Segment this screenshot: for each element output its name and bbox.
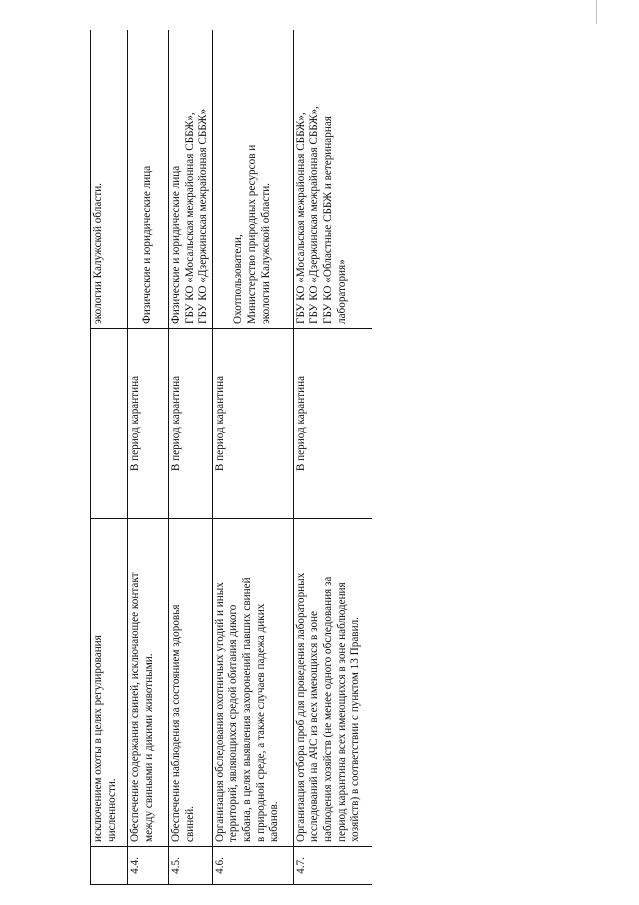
measure-term: В период карантина xyxy=(169,329,213,519)
measure-description xyxy=(91,519,128,847)
table-row xyxy=(128,30,169,885)
responsible-party xyxy=(91,30,128,329)
measure-term: В период карантина xyxy=(212,329,293,519)
table-row xyxy=(212,30,293,885)
description-line: численности. xyxy=(105,778,118,842)
responsible-line: Министерство природных ресурсов и xyxy=(245,144,258,324)
table-row xyxy=(169,30,213,885)
measure-description xyxy=(169,519,213,847)
description-line: хозяйств) в соответствии с пунктом 13 Правил. xyxy=(349,617,362,842)
measure-description xyxy=(128,519,169,847)
responsible-line: ГБУ КО «Дзержинская межрайонная СББЖ», xyxy=(308,106,321,324)
description-line: между свиньями и дикими животными. xyxy=(142,653,155,842)
responsible-party xyxy=(128,30,169,329)
row-number: 4.7. xyxy=(293,847,372,885)
measures-table xyxy=(90,30,372,885)
measure-term: В период карантина xyxy=(293,329,372,519)
responsible-line: экологии Калужской области. xyxy=(92,183,104,324)
responsible-party xyxy=(169,30,213,329)
responsible-line: ГБУ КО «Дзержинская межрайонная СББЖ» xyxy=(197,108,210,324)
row-number: 4.5. xyxy=(169,847,213,885)
responsible-line: лаборатория» xyxy=(335,259,348,324)
table-row xyxy=(293,30,372,885)
rotated-page xyxy=(90,30,372,885)
row-number: 4.6. xyxy=(212,847,293,885)
description-line: Обеспечение наблюдения за состоянием здоровья xyxy=(170,604,182,842)
rotated-content xyxy=(90,30,372,885)
table-row xyxy=(91,30,128,885)
responsible-line: Физические и юридические лица xyxy=(170,165,182,324)
description-line: Организация отбора проб для проведения лабораторных xyxy=(294,572,307,842)
responsible-line: ГБУ КО «Мосальская межрайонная СББЖ», xyxy=(294,112,307,324)
page-edge-mark xyxy=(596,0,597,24)
description-line: территорий, являющихся средой обитания дикого xyxy=(227,604,240,842)
description-line: Обеспечение содержания свиней, исключающее контакт xyxy=(129,572,141,842)
description-line: исключением охоты в целях регулирования xyxy=(92,635,104,842)
description-line: наблюдения хозяйств (не менее одного обследования за xyxy=(321,576,334,842)
measure-description xyxy=(212,519,293,847)
row-number: 4.4. xyxy=(128,847,169,885)
description-line: период карантина всех имеющихся в зоне наблюдения xyxy=(335,582,348,842)
description-line: свиней. xyxy=(183,806,196,842)
description-line: исследований на АЧС из всех имеющихся в зоне xyxy=(308,610,321,842)
responsible-line: Охотпользователи, xyxy=(232,234,245,324)
measure-term xyxy=(91,329,128,519)
responsible-line: экологии Калужской области. xyxy=(259,183,272,324)
responsible-line: ГБУ КО «Мосальская межрайонная СББЖ», xyxy=(183,112,196,324)
row-number xyxy=(91,847,128,885)
responsible-party xyxy=(293,30,372,329)
description-line: в природной среде, а также случаев падежа диких xyxy=(254,603,267,842)
responsible-party xyxy=(212,30,293,329)
description-line: Организация обследования охотничьих угодий и иных xyxy=(213,582,226,842)
responsible-line: ГБУ КО «Областные СББЖ и ветеринарная xyxy=(321,116,334,324)
measure-description xyxy=(293,519,372,847)
responsible-line: Физические и юридические лица xyxy=(141,165,154,324)
measure-term: В период карантина xyxy=(128,329,169,519)
description-line: кабана, в целях выявления захоронений павших свиней xyxy=(240,577,253,842)
description-line: кабанов. xyxy=(268,801,281,842)
